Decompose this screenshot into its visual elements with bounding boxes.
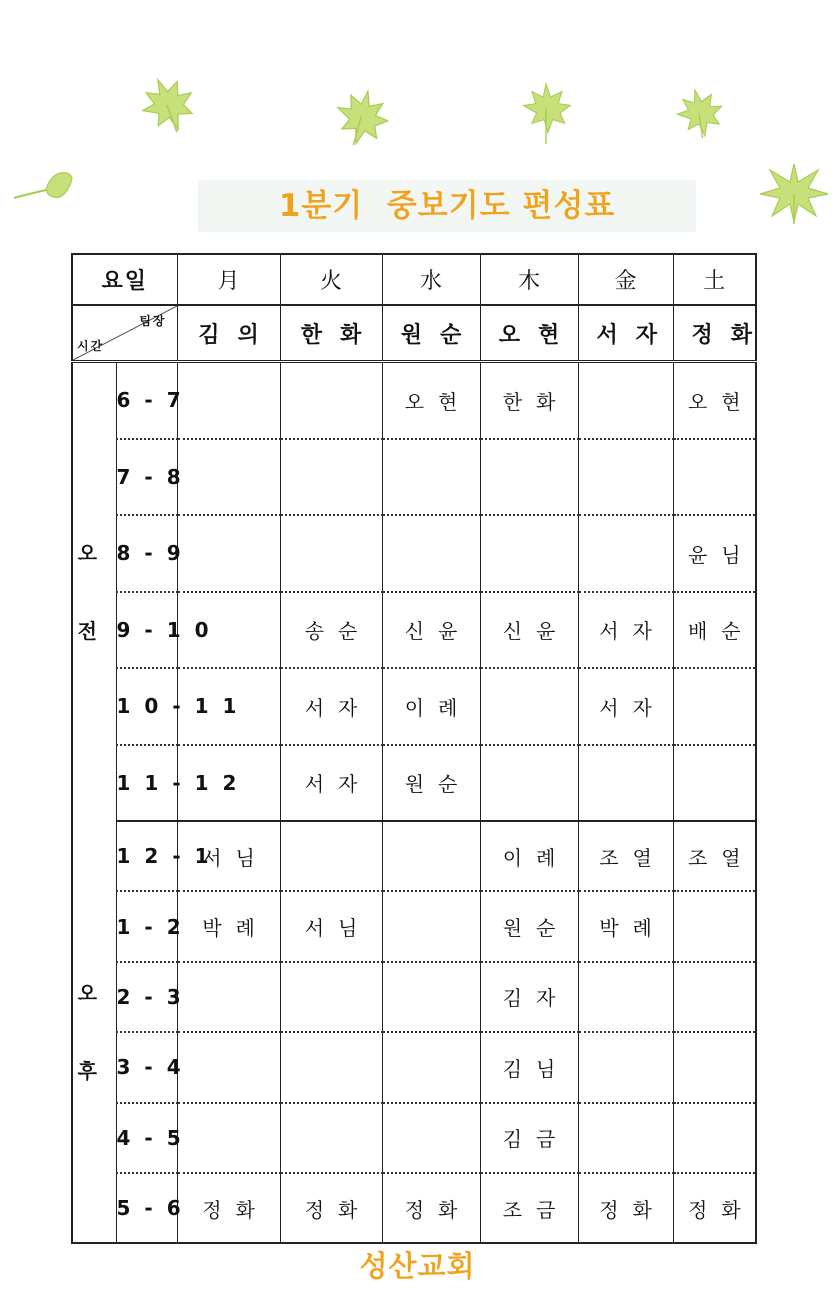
schedule-cell <box>382 891 480 961</box>
schedule-cell: 정화 <box>578 1173 673 1243</box>
schedule-cell <box>673 891 756 961</box>
day-header: 水 <box>382 254 480 305</box>
leader-name: 정화 <box>673 305 756 362</box>
schedule-cell: 정화 <box>673 1173 756 1243</box>
table-row <box>72 1173 756 1243</box>
schedule-cell: 서자 <box>578 592 673 669</box>
time-slot-label: 2-3 <box>116 962 177 1032</box>
schedule-cell <box>578 515 673 592</box>
day-header: 土 <box>673 254 756 305</box>
table-row <box>72 668 756 745</box>
table-row <box>72 962 756 1032</box>
schedule-cell: 한화 <box>480 362 578 439</box>
table-row <box>72 362 756 439</box>
schedule-cell: 배순 <box>673 592 756 669</box>
time-slot-label: 3-4 <box>116 1032 177 1102</box>
schedule-cell: 이례 <box>382 668 480 745</box>
schedule-cell: 조금 <box>480 1173 578 1243</box>
schedule-cell: 오현 <box>673 362 756 439</box>
schedule-cell: 서자 <box>578 668 673 745</box>
page-title: 1분기 중보기도 편성표 <box>278 188 616 224</box>
schedule-cell: 박례 <box>578 891 673 961</box>
day-header: 月 <box>177 254 280 305</box>
time-slot-label: 8-9 <box>116 515 177 592</box>
schedule-cell <box>673 1103 756 1173</box>
time-slot-label: 11-12 <box>116 745 177 822</box>
leader-name: 한화 <box>280 305 382 362</box>
schedule-cell <box>280 439 382 516</box>
schedule-cell <box>673 745 756 822</box>
schedule-cell <box>280 1103 382 1173</box>
day-header: 金 <box>578 254 673 305</box>
table-row <box>72 592 756 669</box>
schedule-cell <box>382 515 480 592</box>
schedule-cell <box>578 745 673 822</box>
schedule-cell <box>280 962 382 1032</box>
leader-name: 원순 <box>382 305 480 362</box>
leader-name: 오현 <box>480 305 578 362</box>
schedule-cell <box>382 439 480 516</box>
schedule-cell: 김자 <box>480 962 578 1032</box>
schedule-cell: 신윤 <box>382 592 480 669</box>
schedule-cell <box>673 962 756 1032</box>
table-row <box>72 515 756 592</box>
maple-leaf-icon <box>672 82 726 144</box>
leader-name: 서자 <box>578 305 673 362</box>
schedule-cell: 조열 <box>578 821 673 891</box>
table-row <box>72 745 756 822</box>
maple-leaf-icon <box>330 86 392 148</box>
leader-name: 김의 <box>177 305 280 362</box>
am-period-char: 오 <box>77 541 111 565</box>
time-slot-label: 9-10 <box>116 592 177 669</box>
header-row <box>72 254 756 305</box>
table-row <box>72 1032 756 1102</box>
day-header: 火 <box>280 254 382 305</box>
table-row <box>72 891 756 961</box>
schedule-cell <box>480 745 578 822</box>
table-row <box>72 439 756 516</box>
schedule-cell: 윤님 <box>673 515 756 592</box>
schedule-cell: 정화 <box>177 1173 280 1243</box>
schedule-cell <box>382 962 480 1032</box>
schedule-cell <box>382 1103 480 1173</box>
schedule-cell <box>578 1032 673 1102</box>
schedule-cell: 박례 <box>177 891 280 961</box>
schedule-cell <box>578 362 673 439</box>
diagonal-header-cell <box>72 305 177 362</box>
schedule-cell <box>382 1032 480 1102</box>
schedule-cell: 정화 <box>382 1173 480 1243</box>
schedule-cell <box>280 821 382 891</box>
time-slot-label: 6-7 <box>116 362 177 439</box>
schedule-cell <box>480 439 578 516</box>
schedule-cell: 서자 <box>280 745 382 822</box>
time-slot-label: 12-1 <box>116 821 177 891</box>
leader-row <box>72 305 756 362</box>
schedule-cell <box>280 1032 382 1102</box>
schedule-cell <box>280 515 382 592</box>
time-slot-label: 7-8 <box>116 439 177 516</box>
time-slot-label: 1-2 <box>116 891 177 961</box>
schedule-cell: 원순 <box>382 745 480 822</box>
schedule-cell: 신윤 <box>480 592 578 669</box>
weekday-header-label: 요일 <box>72 254 177 305</box>
time-slot-label: 10-11 <box>116 668 177 745</box>
schedule-table <box>71 253 771 1244</box>
time-slot-label: 4-5 <box>116 1103 177 1173</box>
schedule-cell <box>480 668 578 745</box>
schedule-cell: 오현 <box>382 362 480 439</box>
maple-leaf-icon <box>758 160 830 226</box>
schedule-cell <box>578 439 673 516</box>
pm-period-label <box>72 821 116 1243</box>
schedule-cell: 조열 <box>673 821 756 891</box>
schedule-cell: 서님 <box>280 891 382 961</box>
time-slot-label: 5-6 <box>116 1173 177 1243</box>
maple-leaf-icon <box>136 74 198 136</box>
schedule-cell <box>673 1032 756 1102</box>
schedule-cell <box>280 362 382 439</box>
am-period-label <box>72 362 116 822</box>
schedule-cell: 이례 <box>480 821 578 891</box>
pm-period-char: 오 <box>77 980 111 1005</box>
schedule-cell <box>673 439 756 516</box>
day-header: 木 <box>480 254 578 305</box>
schedule-cell: 송순 <box>280 592 382 669</box>
table-row <box>72 1103 756 1173</box>
am-period-char: 전 <box>77 619 111 643</box>
schedule-cell: 서자 <box>280 668 382 745</box>
schedule-cell: 정화 <box>280 1173 382 1243</box>
pm-period-char: 후 <box>77 1058 111 1083</box>
team-leader-label: 팀장 <box>139 314 167 328</box>
schedule-cell <box>480 515 578 592</box>
schedule-cell: 서님 <box>177 821 280 891</box>
schedule-cell: 원순 <box>480 891 578 961</box>
ginkgo-leaf-icon <box>10 164 74 214</box>
church-name-footer: 성산교회 <box>359 1249 476 1283</box>
schedule-cell <box>673 668 756 745</box>
time-label: 시간 <box>77 339 105 353</box>
maple-leaf-icon <box>518 80 574 146</box>
schedule-cell: 김금 <box>480 1103 578 1173</box>
schedule-cell <box>578 962 673 1032</box>
schedule-cell: 김님 <box>480 1032 578 1102</box>
schedule-cell <box>382 821 480 891</box>
table-row <box>72 821 756 891</box>
schedule-cell <box>578 1103 673 1173</box>
